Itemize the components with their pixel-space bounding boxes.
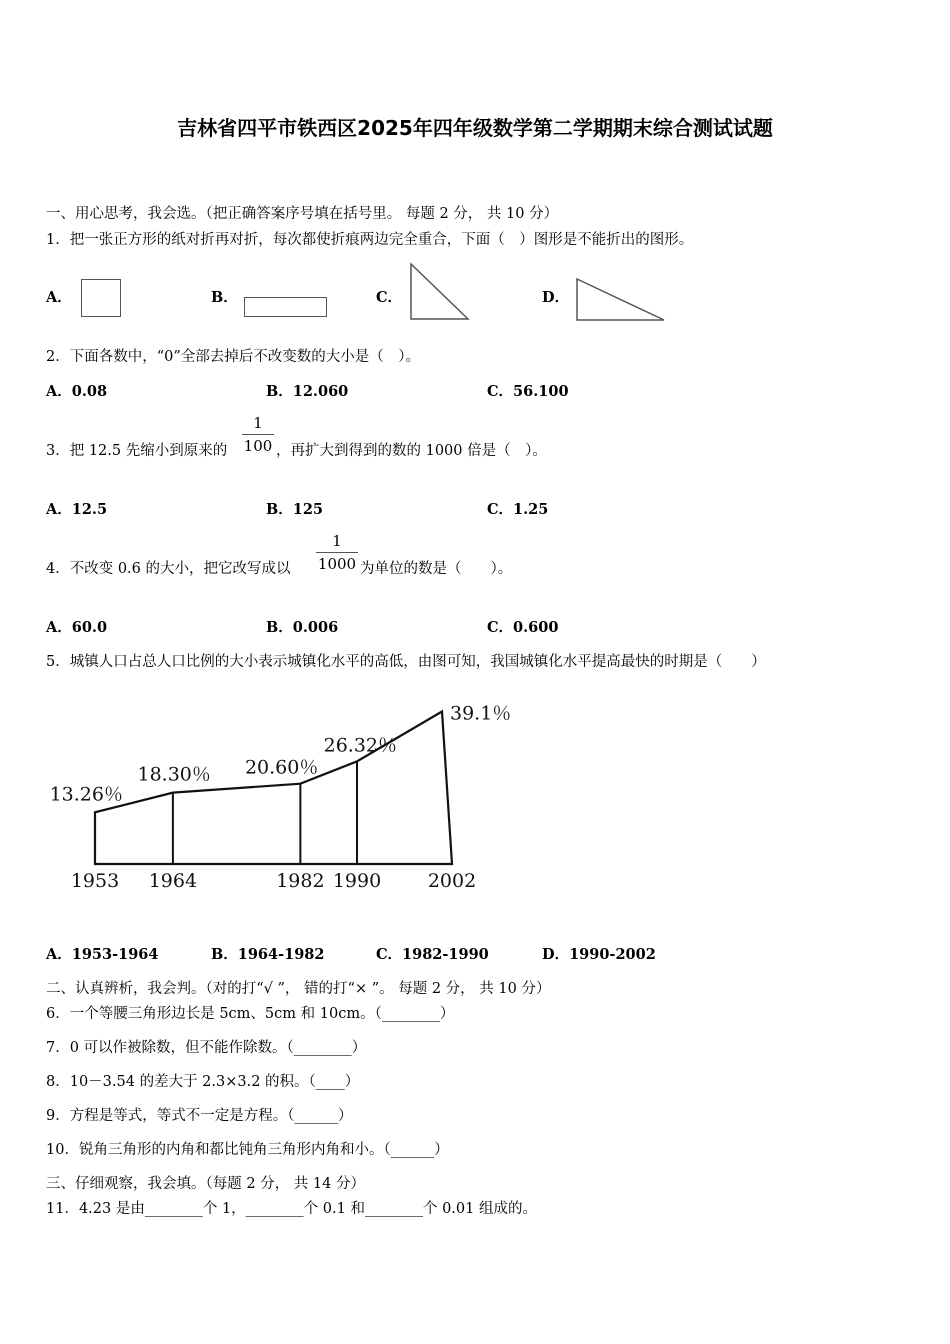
long-right-triangle-shape	[574, 276, 668, 324]
q4-option-c: C．0.600	[487, 619, 559, 636]
data-label-1964: 18.30％	[137, 763, 211, 786]
chart-outline	[95, 712, 452, 864]
x-tick-label-1964: 1964	[148, 870, 198, 892]
question-10: 10．锐角三角形的内角和都比钝角三角形内角和小。（______）	[46, 1142, 449, 1158]
q3-option-b: B．125	[266, 501, 324, 518]
q4-option-b: B．0.006	[266, 619, 339, 636]
fraction-one-hundredth	[242, 414, 274, 455]
q5-option-b: B．1964-1982	[211, 946, 325, 963]
fraction-one-thousandth	[316, 532, 358, 573]
urbanization-chart	[40, 690, 540, 905]
question-1: 1．把一张正方形的纸对折再对折，每次都使折痕两边完全重合，下面（ ）图形是不能折出的图形。	[46, 232, 694, 248]
data-label-2002: 39.1％	[450, 702, 512, 725]
q3-option-c: C．1.25	[487, 501, 549, 518]
question-11: 11．4.23 是由________个 1，________个 0.1 和________个 0.01 组成的。	[46, 1201, 537, 1217]
question-4-end: 为单位的数是（ ）。	[360, 561, 513, 577]
fraction-numerator: 1	[332, 532, 342, 550]
right-triangle-shape	[408, 262, 472, 322]
q5-option-d: D．1990-2002	[542, 946, 656, 963]
q2-option-b: B．12.060	[266, 383, 349, 400]
section-3-heading: 三、仔细观察，我会填。（每题 2 分， 共 14 分）	[46, 1176, 365, 1192]
fraction-denominator: 100	[243, 437, 273, 455]
x-tick-label-1990: 1990	[332, 870, 382, 892]
question-8: 8．10－3.54 的差大于 2.3×3.2 的积。（____）	[46, 1074, 360, 1090]
question-2: 2．下面各数中，“0”全部去掉后不改变数的大小是（ ）。	[46, 349, 421, 365]
q5-option-c: C．1982-1990	[376, 946, 489, 963]
question-3-start: 3．把 12.5 先缩小到原来的	[46, 443, 228, 459]
question-5: 5．城镇人口占总人口比例的大小表示城镇化水平的高低，由图可知，我国城镇化水平提高最快的时期是（ ）	[46, 654, 766, 670]
x-tick-label-1982: 1982	[276, 870, 325, 892]
x-tick-label-2002: 2002	[427, 870, 477, 892]
question-6: 6．一个等腰三角形边长是 5cm、5cm 和 10cm。（________）	[46, 1006, 455, 1022]
q1-option-b-label: B．	[211, 289, 238, 306]
q1-option-a-label: A．	[46, 289, 72, 306]
data-label-1982: 20.60％	[244, 756, 319, 779]
x-tick-label-1953: 1953	[70, 870, 120, 892]
question-4-start: 4．不改变 0.6 的大小，把它改写成以	[46, 561, 291, 577]
square-shape	[81, 279, 121, 317]
data-label-1953: 13.26％	[49, 783, 123, 806]
question-7: 7．0 可以作被除数，但不能作除数。（________）	[46, 1040, 367, 1056]
fraction-bar	[316, 552, 358, 553]
question-3-end: ，再扩大到得到的数的 1000 倍是（ ）。	[276, 443, 547, 459]
question-9: 9．方程是等式，等式不一定是方程。（______）	[46, 1108, 353, 1124]
fraction-numerator: 1	[253, 414, 263, 432]
q1-option-c-label: C．	[376, 289, 403, 306]
page-title: 吉林省四平市铁西区2025年四年级数学第二学期期末综合测试试题	[177, 116, 773, 140]
section-2-heading: 二、认真辨析，我会判。（对的打“√ ”， 错的打“× ”。 每题 2 分， 共 10 分）	[46, 981, 551, 997]
q1-option-d-label: D．	[542, 289, 570, 306]
fraction-bar	[242, 434, 274, 435]
fraction-denominator: 1000	[317, 555, 357, 573]
data-label-1990: 26.32％	[323, 734, 398, 757]
q4-option-a: A．60.0	[46, 619, 108, 636]
section-1-heading: 一、用心思考，我会选。（把正确答案序号填在括号里。 每题 2 分， 共 10 分）	[46, 206, 559, 222]
rectangle-shape	[244, 297, 327, 317]
q3-option-a: A．12.5	[46, 501, 108, 518]
q5-option-a: A．1953-1964	[46, 946, 159, 963]
q2-option-a: A．0.08	[46, 383, 108, 400]
q2-option-c: C．56.100	[487, 383, 569, 400]
